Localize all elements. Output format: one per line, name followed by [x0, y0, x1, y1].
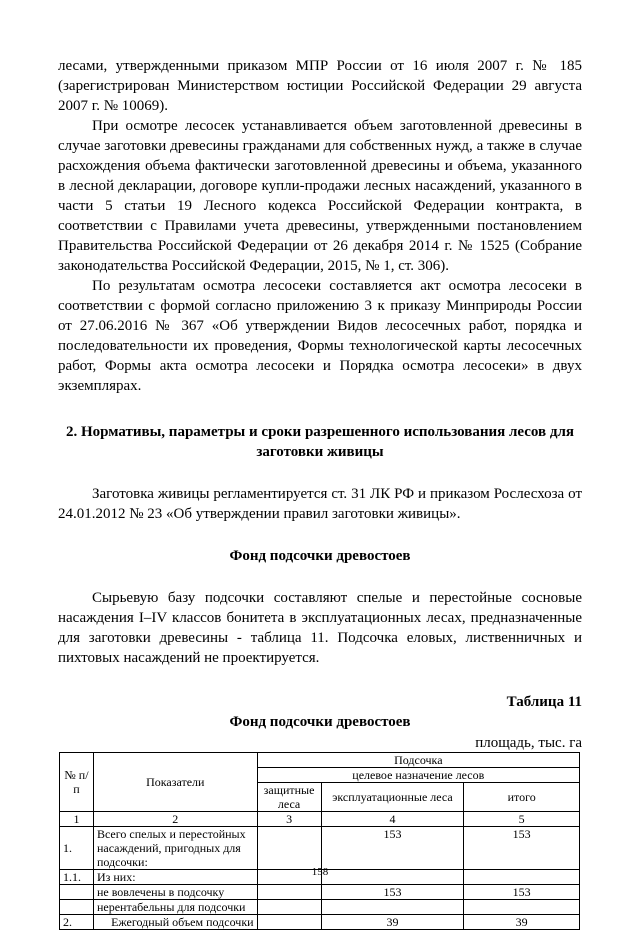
fund-heading: Фонд подсочки древостоев	[229, 548, 411, 564]
row-total	[464, 900, 580, 915]
row-num: 1.	[60, 827, 94, 870]
header-protective: защитные леса	[257, 783, 321, 812]
table-row	[60, 915, 580, 930]
row-label: Ежегодный объем подсочки	[93, 915, 257, 930]
row-label: не вовлечены в подсочку	[93, 885, 257, 900]
page-number: 158	[311, 866, 329, 878]
row-exploitation: 153	[321, 827, 464, 870]
col-number: 4	[321, 812, 464, 827]
section-2-heading: 2. Нормативы, параметры и сроки разрешенного использования лесов для заготовки живицы	[65, 424, 575, 460]
row-exploitation	[321, 900, 464, 915]
row-num: 2.	[60, 915, 94, 930]
row-num	[60, 885, 94, 900]
header-indicators: Показатели	[93, 753, 257, 812]
row-total: 153	[464, 885, 580, 900]
header-exploitation: эксплуатационные леса	[321, 783, 464, 812]
table-row	[60, 900, 580, 915]
table-title: Фонд подсочки древостоев	[229, 714, 411, 730]
paragraph-continuation: лесами, утвержденными приказом МПР России от 16 июля 2007 г. № 185 (зарегистрирован Министерством юстиции Российской Федерации 29 августа 2007 г. № 10069).	[58, 58, 582, 114]
row-label: Всего спелых и перестойных насаждений, пригодных для подсочки:	[93, 827, 257, 870]
col-number: 1	[60, 812, 94, 827]
paragraph-inspection: При осмотре лесосек устанавливается объем заготовленной древесины в случае заготовки древесины гражданами для собственных нужд, а также в случае расхождения объема фактически заготовленной древесины и объема, указанного в лесной декларации, договоре купли-продажи лесных насаждений, указанного в части 5 статьи 19 Лесного кодекса Российской Федерации контракта, в соответствии с Правилами учета древесины, утвержденными постановлением Правительства Российской Федерации от 26 декабря 2014 г. № 1525 (Собрание законодательства Российской Федерации, 2015, № 1, ст. 306).	[58, 118, 582, 274]
row-exploitation: 39	[321, 915, 464, 930]
column-number-row	[60, 812, 580, 827]
row-exploitation: 153	[321, 885, 464, 900]
table-row	[60, 885, 580, 900]
header-num: № п/п	[60, 753, 94, 812]
col-number: 5	[464, 812, 580, 827]
table-units: площадь, тыс. га	[475, 735, 582, 751]
col-number: 3	[257, 812, 321, 827]
row-protective	[257, 827, 321, 870]
paragraph-inspection-act: По результатам осмотра лесосеки составляется акт осмотра лесосеки в соответствии с формой согласно приложению 3 к приказу Минприроды России от 27.06.2016 № 367 «Об утверждении Видов лесосечных работ, порядка и последовательности их проведения, Формы технологической карты лесосечных работ, Формы акта осмотра лесосеки и Порядка осмотра лесосеки» в двух экземплярах.	[58, 278, 582, 394]
row-total: 153	[464, 827, 580, 870]
row-label: нерентабельны для подсочки	[93, 900, 257, 915]
header-tapping: Подсочка	[257, 753, 579, 768]
fund-table	[59, 752, 580, 930]
header-total: итого	[464, 783, 580, 812]
row-protective	[257, 915, 321, 930]
header-purpose: целевое назначение лесов	[257, 768, 579, 783]
document-page	[58, 56, 582, 930]
row-num	[60, 900, 94, 915]
row-num: 1.1.	[60, 870, 94, 885]
row-label: Из них:	[93, 870, 257, 885]
table-number: Таблица 11	[506, 694, 582, 710]
row-total: 39	[464, 915, 580, 930]
col-number: 2	[93, 812, 257, 827]
table-row	[60, 827, 580, 870]
row-protective	[257, 885, 321, 900]
fund-paragraph: Сырьевую базу подсочки составляют спелые и перестойные сосновые насаждения I–IV классов бонитета в эксплуатационных лесах, предназначенные для заготовки древесины - таблица 11. Подсочка еловых, лиственничных и пихтовых насаждений не проектируется.	[58, 590, 582, 666]
row-protective	[257, 900, 321, 915]
section-2-paragraph: Заготовка живицы регламентируется ст. 31 ЛК РФ и приказом Рослесхоза от 24.01.2012 № 23 «Об утверждении правил заготовки живицы».	[58, 486, 582, 522]
